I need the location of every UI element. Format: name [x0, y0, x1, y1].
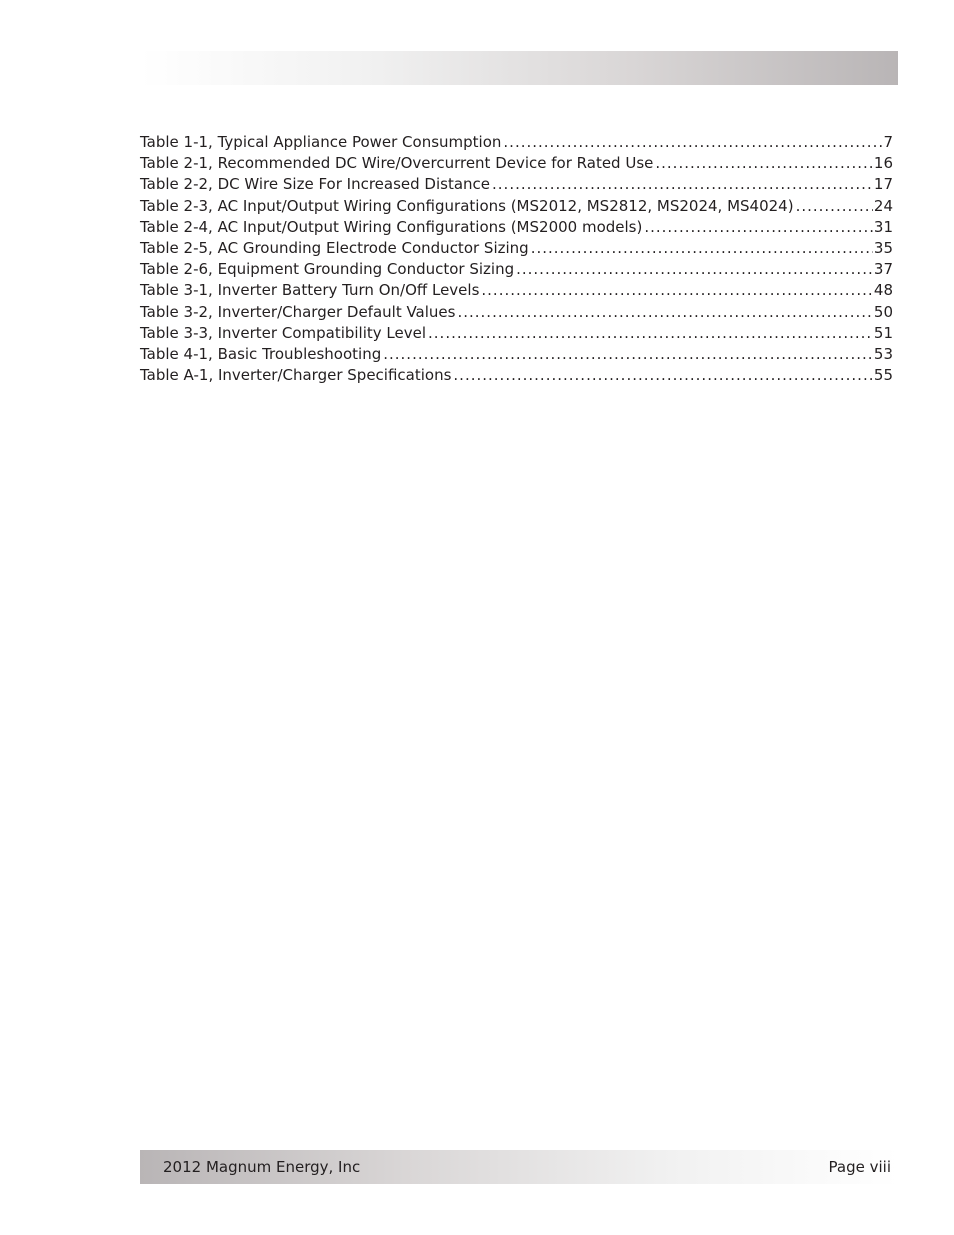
toc-entry-title: Table 2-1, Recommended DC Wire/Overcurrent Device for Rated Use	[140, 154, 654, 173]
toc-dot-leader	[516, 259, 873, 280]
toc-dot-leader	[644, 217, 873, 238]
table-of-tables	[140, 132, 893, 386]
toc-dot-leader	[492, 174, 873, 195]
toc-dot-leader	[796, 196, 873, 217]
toc-entry-page: 16	[873, 154, 893, 173]
toc-dot-leader	[457, 302, 872, 323]
toc-entry-title: Table 2-4, AC Input/Output Wiring Configurations (MS2000 models)	[140, 217, 643, 236]
toc-entry-title: Table A-1, Inverter/Charger Specifications	[140, 366, 452, 385]
footer-band	[140, 1150, 898, 1184]
toc-entry-title: Table 2-6, Equipment Grounding Conductor Sizing	[140, 260, 515, 279]
toc-entry[interactable]	[140, 132, 893, 153]
toc-dot-leader	[503, 132, 882, 153]
toc-entry-page: 48	[873, 281, 893, 300]
toc-dot-leader	[383, 344, 873, 365]
toc-entry[interactable]	[140, 344, 893, 365]
toc-entry[interactable]	[140, 259, 893, 280]
toc-entry-page: 17	[873, 175, 893, 194]
toc-entry-title: Table 3-3, Inverter Compatibility Level	[140, 323, 427, 342]
header-band	[140, 51, 898, 85]
toc-entry-page: 55	[873, 366, 893, 385]
toc-entry-title: Table 4-1, Basic Troubleshooting	[140, 344, 382, 363]
toc-entry[interactable]	[140, 174, 893, 195]
toc-entry[interactable]	[140, 238, 893, 259]
toc-entry-page: 50	[873, 302, 893, 321]
toc-entry-title: Table 2-2, DC Wire Size For Increased Distance	[140, 175, 491, 194]
toc-entry-page: 35	[873, 238, 893, 257]
toc-entry-page: 51	[873, 323, 893, 342]
footer-copyright: 2012 Magnum Energy, Inc	[163, 1158, 361, 1176]
toc-entry-title: Table 2-3, AC Input/Output Wiring Configurations (MS2012, MS2812, MS2024, MS4024)	[140, 196, 794, 215]
toc-entry-page: 7	[883, 133, 893, 151]
toc-entry-page: 31	[873, 217, 893, 236]
toc-entry-title: Table 1-1, Typical Appliance Power Consumption	[140, 133, 502, 151]
toc-dot-leader	[481, 280, 873, 301]
footer-page-number: Page viii	[828, 1158, 891, 1176]
toc-entry-page: 53	[873, 344, 893, 363]
toc-entry-page: 37	[873, 260, 893, 279]
toc-entry[interactable]	[140, 196, 893, 217]
toc-dot-leader	[428, 323, 873, 344]
toc-entry[interactable]	[140, 217, 893, 238]
toc-entry[interactable]	[140, 323, 893, 344]
toc-dot-leader	[531, 238, 873, 259]
toc-dot-leader	[655, 153, 873, 174]
toc-entry[interactable]	[140, 280, 893, 301]
toc-entry[interactable]	[140, 365, 893, 386]
toc-entry-title: Table 2-5, AC Grounding Electrode Conductor Sizing	[140, 238, 529, 257]
toc-entry[interactable]	[140, 153, 893, 174]
toc-dot-leader	[453, 365, 873, 386]
toc-entry-page: 24	[873, 196, 893, 215]
toc-entry-title: Table 3-1, Inverter Battery Turn On/Off Levels	[140, 281, 480, 300]
toc-entry-title: Table 3-2, Inverter/Charger Default Values	[140, 302, 456, 321]
toc-entry[interactable]	[140, 302, 893, 323]
